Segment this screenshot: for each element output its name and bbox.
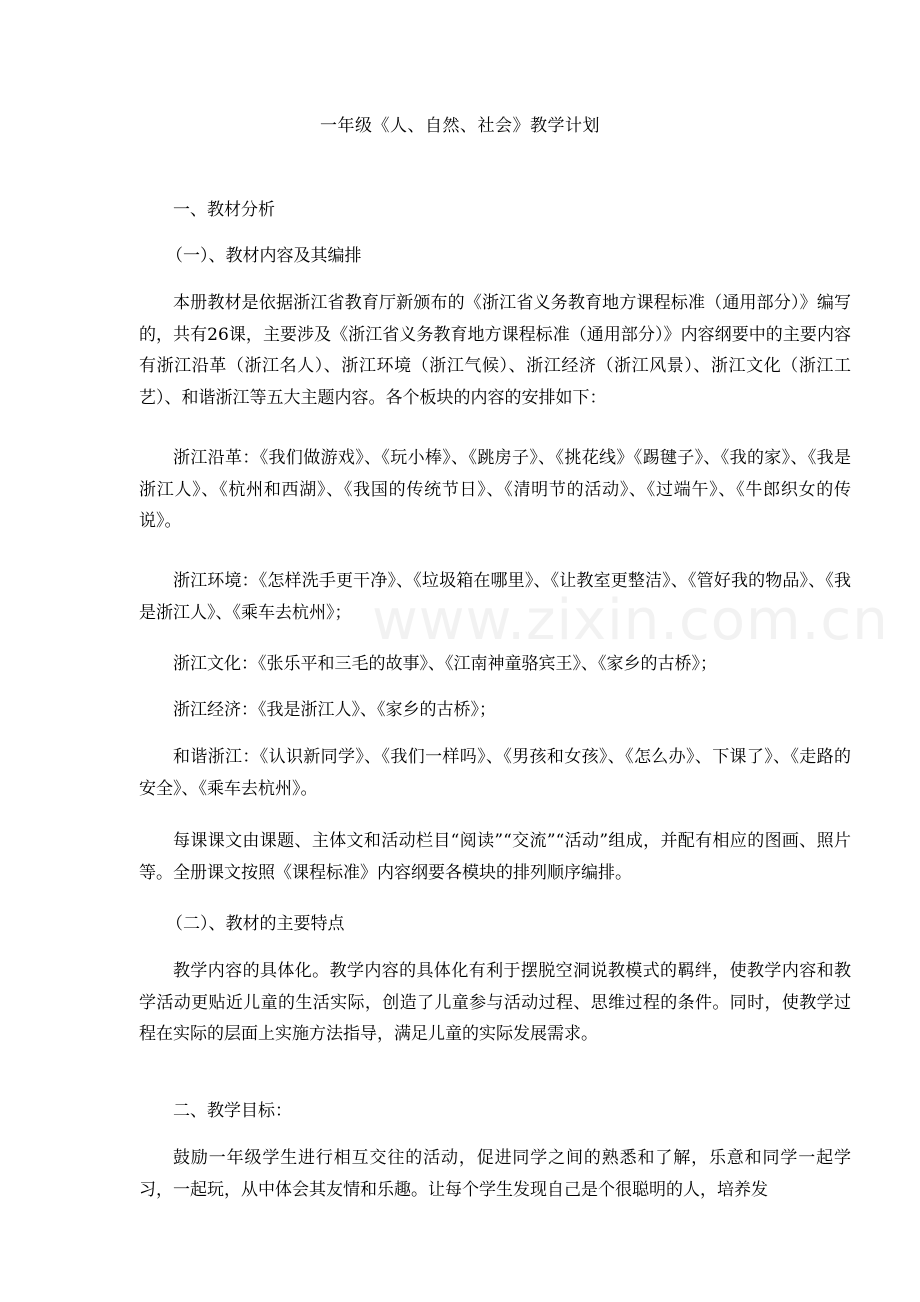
watermark: www.zixin.com.cn bbox=[372, 588, 889, 653]
paragraph-features: 教学内容的具体化。教学内容的具体化有利于摆脱空洞说教模式的羁绊，使教学内容和教学活动更贴近儿童的生活实际，创造了儿童参与活动过程、思维过程的条件。同时，使教学过程在实际的层面上实施方法指导，满足儿童的实际发展需求。 bbox=[139, 961, 851, 1044]
paragraph-zhejiang-history: 浙江沿革：《我们做游戏》、《玩小棒》、《跳房子》、《挑花线》《踢毽子》、《我的家》、《我是浙江人》、《杭州和西湖》、《我国的传统节日》、《清明节的活动》、《过端午》、《牛郎织女的传说》。 bbox=[139, 448, 851, 531]
paragraph-zhejiang-economy: 浙江经济：《我是浙江人》、《家乡的古桥》； bbox=[173, 700, 496, 720]
subsection-heading-1: （一）、教材内容及其编排 bbox=[166, 246, 362, 266]
paragraph-zhejiang-environment: 浙江环境：《怎样洗手更干净》、《垃圾箱在哪里》、《让教室更整洁》、《管好我的物品》、《我是浙江人》、《乘车去杭州》； bbox=[139, 571, 851, 623]
paragraph-goals: 鼓励一年级学生进行相互交往的活动，促进同学之间的熟悉和了解，乐意和同学一起学习，一起玩，从中体会其友情和乐趣。让每个学生发现自己是个很聪明的人，培养发 bbox=[139, 1148, 851, 1200]
paragraph-harmonious-zhejiang: 和谐浙江：《认识新同学》、《我们一样吗》、《男孩和女孩》、《怎么办》、下课了》、《走路的安全》、《乘车去杭州》。 bbox=[139, 747, 851, 799]
paragraph-intro: 本册教材是依据浙江省教育厅新颁布的《浙江省义务教育地方课程标准（通用部分）》编写的，共有26课，主要涉及《浙江省义务教育地方课程标准（通用部分）》内容纲要中的主要内容有浙江沿革（浙江名人）、浙江环境（浙江气候）、浙江经济（浙江风景）、浙江文化（浙江工艺）、和谐浙江等五大主题内容。各个板块的内容的安排如下： bbox=[139, 293, 851, 408]
subsection-heading-2: （二）、教材的主要特点 bbox=[166, 914, 345, 934]
paragraph-zhejiang-culture: 浙江文化：《张乐平和三毛的故事》、《江南神童骆宾王》、《家乡的古桥》； bbox=[173, 654, 717, 674]
document-title: 一年级《人、自然、社会》教学计划 bbox=[320, 116, 600, 136]
section-heading-2: 二、教学目标： bbox=[173, 1101, 292, 1121]
paragraph-lesson-structure: 每课课文由课题、主体文和活动栏目“阅读”“交流”“活动”组成，并配有相应的图画、照片等。全册课文按照《课程标准》内容纲要各模块的排列顺序编排。 bbox=[139, 831, 851, 883]
section-heading-1: 一、教材分析 bbox=[173, 200, 275, 220]
